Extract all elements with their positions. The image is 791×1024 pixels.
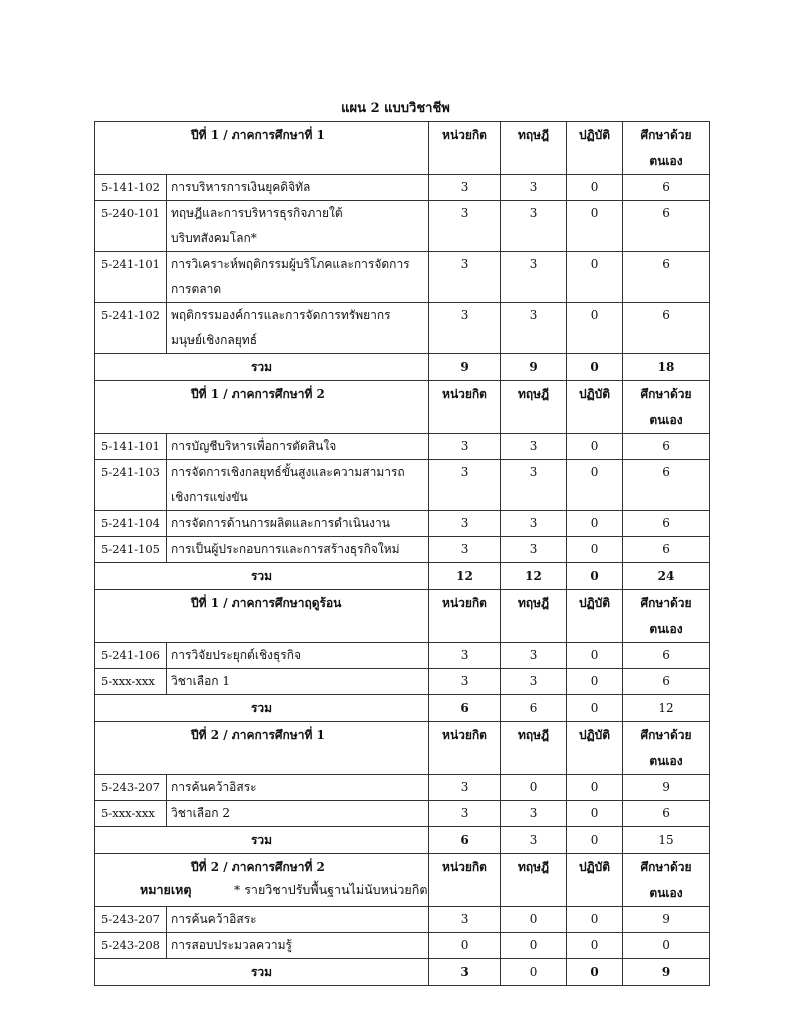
course-code: 5-xxx-xxx xyxy=(95,669,167,695)
course-name-line: การวิจัยประยุกต์เชิงธุรกิจ xyxy=(171,648,302,662)
course-name-line: การวิเคราะห์พฤติกรรมผู้บริโภคและการจัดการ xyxy=(171,257,410,271)
semester-heading: ปีที่ 2 / ภาคการศึกษาที่ 2 xyxy=(95,854,429,907)
course-code: 5-241-101 xyxy=(95,252,167,303)
total-theory: 3 xyxy=(501,827,567,854)
course-name-line: การค้นคว้าอิสระ xyxy=(171,780,257,794)
total-row xyxy=(95,959,710,986)
course-name-line: ทฤษฎีและการบริหารธุรกิจภายใต้ xyxy=(171,206,343,220)
credits-cell: 0 xyxy=(429,933,501,959)
column-header-practice: ปฏิบัติ xyxy=(567,122,623,175)
column-header-theory: ทฤษฎี xyxy=(501,590,567,643)
self-study-cell: 6 xyxy=(623,511,710,537)
column-header-self-study: ศึกษาด้วยตนเอง xyxy=(623,854,710,907)
course-name-line: การค้นคว้าอิสระ xyxy=(171,912,257,926)
table-row xyxy=(95,175,710,201)
footnote-text: * รายวิชาปรับพื้นฐานไม่นับหน่วยกิต xyxy=(233,882,428,897)
course-name-line: มนุษย์เชิงกลยุทธ์ xyxy=(171,333,258,347)
course-name xyxy=(167,460,429,511)
credits-cell: 3 xyxy=(429,775,501,801)
credits-cell: 3 xyxy=(429,252,501,303)
page-title: แผน 2 แบบวิชาชีพ xyxy=(341,101,450,116)
column-header-practice: ปฏิบัติ xyxy=(567,590,623,643)
column-header-practice: ปฏิบัติ xyxy=(567,722,623,775)
total-self-study: 18 xyxy=(623,354,710,381)
practice-cell: 0 xyxy=(567,537,623,563)
total-row xyxy=(95,563,710,590)
practice-cell: 0 xyxy=(567,460,623,511)
total-label: รวม xyxy=(95,695,429,722)
total-theory: 6 xyxy=(501,695,567,722)
course-name xyxy=(167,801,429,827)
course-name xyxy=(167,511,429,537)
credits-cell: 3 xyxy=(429,460,501,511)
table-row xyxy=(95,801,710,827)
total-practice: 0 xyxy=(567,695,623,722)
table-row xyxy=(95,303,710,354)
semester-heading: ปีที่ 2 / ภาคการศึกษาที่ 1 xyxy=(95,722,429,775)
column-header-practice: ปฏิบัติ xyxy=(567,854,623,907)
course-code: 5-241-103 xyxy=(95,460,167,511)
semester-header-row xyxy=(95,590,710,643)
self-study-cell: 6 xyxy=(623,303,710,354)
total-practice: 0 xyxy=(567,354,623,381)
course-name xyxy=(167,434,429,460)
total-theory: 9 xyxy=(501,354,567,381)
practice-cell: 0 xyxy=(567,907,623,933)
self-study-cell: 6 xyxy=(623,801,710,827)
course-code: 5-241-106 xyxy=(95,643,167,669)
course-name-line: บริบทสังคมโลก* xyxy=(171,231,257,245)
total-self-study: 9 xyxy=(623,959,710,986)
self-study-cell: 6 xyxy=(623,434,710,460)
semester-heading: ปีที่ 1 / ภาคการศึกษาฤดูร้อน xyxy=(95,590,429,643)
table-row xyxy=(95,537,710,563)
column-header-self-study: ศึกษาด้วยตนเอง xyxy=(623,122,710,175)
total-theory: 12 xyxy=(501,563,567,590)
total-practice: 0 xyxy=(567,827,623,854)
total-self-study: 24 xyxy=(623,563,710,590)
total-row xyxy=(95,695,710,722)
column-header-theory: ทฤษฎี xyxy=(501,854,567,907)
credits-cell: 3 xyxy=(429,434,501,460)
credits-cell: 3 xyxy=(429,643,501,669)
course-name-line: การบัญชีบริหารเพื่อการตัดสินใจ xyxy=(171,439,337,453)
column-header-credits: หน่วยกิต xyxy=(429,854,501,907)
course-name-line: วิชาเลือก 1 xyxy=(171,674,230,688)
theory-cell: 3 xyxy=(501,643,567,669)
course-name xyxy=(167,643,429,669)
self-study-cell: 0 xyxy=(623,933,710,959)
total-self-study: 12 xyxy=(623,695,710,722)
semester-header-row xyxy=(95,122,710,175)
course-name xyxy=(167,537,429,563)
theory-cell: 3 xyxy=(501,201,567,252)
column-header-credits: หน่วยกิต xyxy=(429,590,501,643)
table-row xyxy=(95,511,710,537)
course-name-line: การบริหารการเงินยุคดิจิทัล xyxy=(171,180,311,194)
total-practice: 0 xyxy=(567,563,623,590)
column-header-self-study: ศึกษาด้วยตนเอง xyxy=(623,381,710,434)
practice-cell: 0 xyxy=(567,933,623,959)
total-credits: 12 xyxy=(429,563,501,590)
practice-cell: 0 xyxy=(567,511,623,537)
practice-cell: 0 xyxy=(567,201,623,252)
course-name xyxy=(167,907,429,933)
table-row xyxy=(95,434,710,460)
semester-header-row xyxy=(95,722,710,775)
total-label: รวม xyxy=(95,827,429,854)
course-name-line: การจัดการเชิงกลยุทธ์ขั้นสูงและความสามารถ xyxy=(171,465,405,479)
curriculum-table xyxy=(94,121,710,986)
theory-cell: 0 xyxy=(501,775,567,801)
theory-cell: 3 xyxy=(501,511,567,537)
credits-cell: 3 xyxy=(429,669,501,695)
total-credits: 6 xyxy=(429,695,501,722)
self-study-cell: 9 xyxy=(623,775,710,801)
table-row xyxy=(95,643,710,669)
course-name-line: พฤติกรรมองค์การและการจัดการทรัพยากร xyxy=(171,308,391,322)
self-study-cell: 9 xyxy=(623,907,710,933)
theory-cell: 3 xyxy=(501,175,567,201)
self-study-cell: 6 xyxy=(623,460,710,511)
course-name-line: การจัดการด้านการผลิตและการดำเนินงาน xyxy=(171,516,390,530)
column-header-credits: หน่วยกิต xyxy=(429,381,501,434)
self-study-cell: 6 xyxy=(623,201,710,252)
practice-cell: 0 xyxy=(567,669,623,695)
table-row xyxy=(95,775,710,801)
total-credits: 9 xyxy=(429,354,501,381)
theory-cell: 0 xyxy=(501,907,567,933)
column-header-theory: ทฤษฎี xyxy=(501,122,567,175)
theory-cell: 3 xyxy=(501,669,567,695)
course-code: 5-xxx-xxx xyxy=(95,801,167,827)
total-theory: 0 xyxy=(501,959,567,986)
self-study-cell: 6 xyxy=(623,175,710,201)
course-code: 5-243-207 xyxy=(95,775,167,801)
credits-cell: 3 xyxy=(429,907,501,933)
course-name-line: การเป็นผู้ประกอบการและการสร้างธุรกิจใหม่ xyxy=(171,542,400,556)
credits-cell: 3 xyxy=(429,801,501,827)
course-name xyxy=(167,201,429,252)
self-study-cell: 6 xyxy=(623,252,710,303)
course-code: 5-241-105 xyxy=(95,537,167,563)
course-code: 5-141-102 xyxy=(95,175,167,201)
credits-cell: 3 xyxy=(429,511,501,537)
course-name xyxy=(167,303,429,354)
theory-cell: 3 xyxy=(501,303,567,354)
course-code: 5-243-208 xyxy=(95,933,167,959)
course-code: 5-141-101 xyxy=(95,434,167,460)
course-name-line: เชิงการแข่งขัน xyxy=(171,490,248,504)
total-credits: 6 xyxy=(429,827,501,854)
column-header-credits: หน่วยกิต xyxy=(429,122,501,175)
credits-cell: 3 xyxy=(429,303,501,354)
credits-cell: 3 xyxy=(429,537,501,563)
footnote-label: หมายเหตุ xyxy=(140,882,192,897)
total-label: รวม xyxy=(95,563,429,590)
column-header-credits: หน่วยกิต xyxy=(429,722,501,775)
practice-cell: 0 xyxy=(567,643,623,669)
total-row xyxy=(95,827,710,854)
course-code: 5-241-104 xyxy=(95,511,167,537)
column-header-self-study: ศึกษาด้วยตนเอง xyxy=(623,590,710,643)
table-row xyxy=(95,460,710,511)
course-code: 5-243-207 xyxy=(95,907,167,933)
practice-cell: 0 xyxy=(567,801,623,827)
table-row xyxy=(95,669,710,695)
column-header-practice: ปฏิบัติ xyxy=(567,381,623,434)
self-study-cell: 6 xyxy=(623,643,710,669)
semester-heading: ปีที่ 1 / ภาคการศึกษาที่ 1 xyxy=(95,122,429,175)
total-credits: 3 xyxy=(429,959,501,986)
semester-header-row xyxy=(95,381,710,434)
column-header-theory: ทฤษฎี xyxy=(501,381,567,434)
total-self-study: 15 xyxy=(623,827,710,854)
course-name xyxy=(167,775,429,801)
self-study-cell: 6 xyxy=(623,537,710,563)
practice-cell: 0 xyxy=(567,775,623,801)
total-row xyxy=(95,354,710,381)
course-name-line: วิชาเลือก 2 xyxy=(171,806,230,820)
course-code: 5-241-102 xyxy=(95,303,167,354)
theory-cell: 3 xyxy=(501,460,567,511)
credits-cell: 3 xyxy=(429,201,501,252)
course-name-line: การตลาด xyxy=(171,282,222,296)
course-name xyxy=(167,669,429,695)
total-practice: 0 xyxy=(567,959,623,986)
course-code: 5-240-101 xyxy=(95,201,167,252)
footnote xyxy=(140,880,427,900)
theory-cell: 0 xyxy=(501,933,567,959)
total-label: รวม xyxy=(95,354,429,381)
course-name-line: การสอบประมวลความรู้ xyxy=(171,938,292,952)
practice-cell: 0 xyxy=(567,252,623,303)
theory-cell: 3 xyxy=(501,252,567,303)
practice-cell: 0 xyxy=(567,434,623,460)
table-row xyxy=(95,933,710,959)
table-row xyxy=(95,201,710,252)
credits-cell: 3 xyxy=(429,175,501,201)
column-header-self-study: ศึกษาด้วยตนเอง xyxy=(623,722,710,775)
column-header-theory: ทฤษฎี xyxy=(501,722,567,775)
theory-cell: 3 xyxy=(501,801,567,827)
practice-cell: 0 xyxy=(567,175,623,201)
course-name xyxy=(167,933,429,959)
theory-cell: 3 xyxy=(501,434,567,460)
course-name xyxy=(167,175,429,201)
table-row xyxy=(95,252,710,303)
course-name xyxy=(167,252,429,303)
self-study-cell: 6 xyxy=(623,669,710,695)
total-label: รวม xyxy=(95,959,429,986)
table-row xyxy=(95,907,710,933)
practice-cell: 0 xyxy=(567,303,623,354)
semester-heading: ปีที่ 1 / ภาคการศึกษาที่ 2 xyxy=(95,381,429,434)
theory-cell: 3 xyxy=(501,537,567,563)
